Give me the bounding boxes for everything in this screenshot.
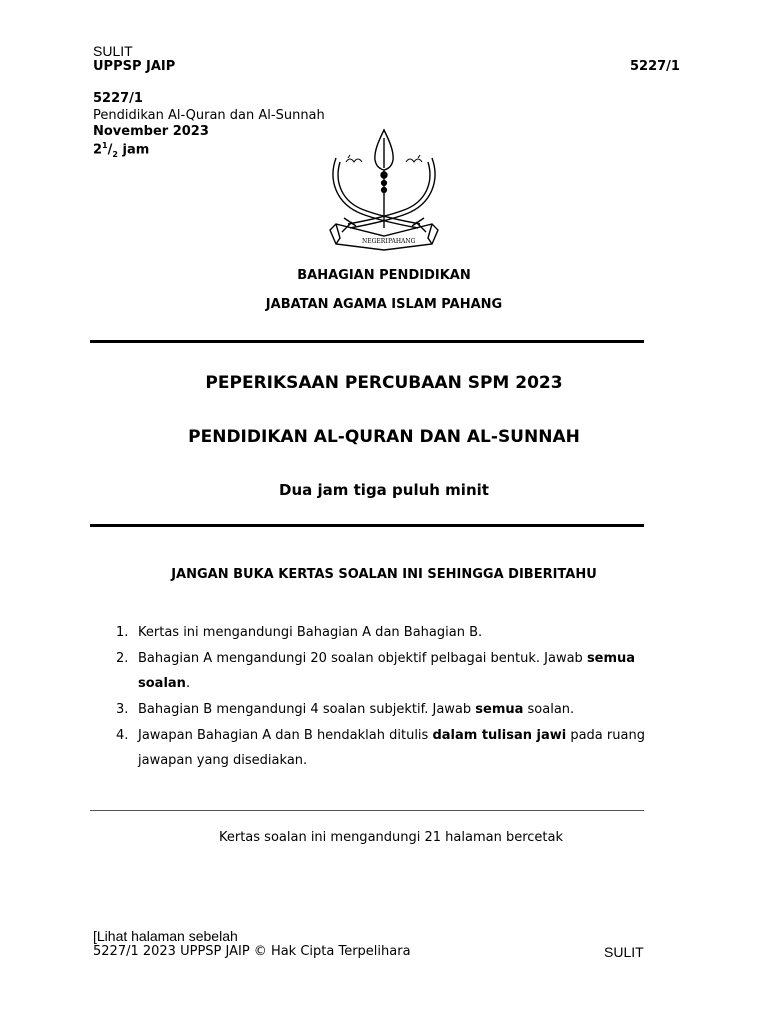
instruction-number: 4. bbox=[116, 728, 129, 743]
department-line-1: BAHAGIAN PENDIDIKAN bbox=[297, 268, 471, 283]
duration-whole: 2 bbox=[93, 142, 103, 158]
instruction-number: 2. bbox=[116, 651, 129, 666]
instruction-text-line-2: jawapan yang disediakan. bbox=[138, 753, 308, 768]
instruction-text: Bahagian A mengandungi 20 soalan objektif pelbagai bentuk. Jawab bbox=[138, 651, 587, 666]
warning-notice: JANGAN BUKA KERTAS SOALAN INI SEHINGGA DIBERITAHU bbox=[171, 567, 597, 582]
instruction-emphasis: dalam tulisan jawi bbox=[432, 728, 567, 743]
instruction-item bbox=[90, 697, 690, 722]
instruction-text: Kertas ini mengandungi Bahagian A dan Bahagian B. bbox=[138, 625, 483, 640]
sulit-top-label: SULIT bbox=[93, 43, 133, 59]
divider-middle bbox=[90, 524, 644, 527]
exam-subject: PENDIDIKAN AL-QURAN DAN AL-SUNNAH bbox=[188, 427, 580, 447]
next-page-note: [Lihat halaman sebelah bbox=[93, 928, 238, 944]
org-label: UPPSP JAIP bbox=[93, 59, 176, 74]
instruction-emphasis: semua bbox=[475, 702, 524, 717]
instruction-item bbox=[90, 646, 690, 696]
instruction-text-end: . bbox=[185, 676, 191, 691]
department-line-2: JABATAN AGAMA ISLAM PAHANG bbox=[265, 297, 503, 312]
instruction-text-end: soalan. bbox=[523, 702, 575, 717]
crest-ribbon-right: PAHANG bbox=[388, 238, 416, 245]
page-count-note: Kertas soalan ini mengandungi 21 halaman bercetak bbox=[218, 830, 564, 845]
duration-den: 2 bbox=[112, 149, 118, 159]
duration-num: 1 bbox=[102, 141, 108, 150]
instruction-emphasis: semua bbox=[586, 651, 636, 666]
exam-duration: Dua jam tiga puluh minit bbox=[279, 481, 489, 499]
sulit-bottom-label: SULIT bbox=[604, 944, 644, 960]
instruction-text: Bahagian B mengandungi 4 soalan subjektif. Jawab bbox=[138, 702, 476, 717]
instructions-list bbox=[90, 620, 690, 774]
exam-title: PEPERIKSAAN PERCUBAAN SPM 2023 bbox=[205, 373, 563, 393]
instruction-text-end: pada ruang bbox=[566, 728, 645, 743]
copyright-line: 5227/1 2023 UPPSP JAIP © Hak Cipta Terpelihara bbox=[93, 944, 411, 959]
paper-subject: Pendidikan Al-Quran dan Al-Sunnah bbox=[93, 108, 325, 123]
instruction-emphasis-2: soalan bbox=[138, 676, 186, 691]
duration-unit: jam bbox=[122, 142, 150, 158]
divider-top bbox=[90, 340, 644, 343]
code-right-label: 5227/1 bbox=[630, 59, 680, 74]
instruction-number: 3. bbox=[116, 702, 129, 717]
pahang-crest-icon bbox=[326, 128, 442, 254]
instruction-number: 1. bbox=[116, 625, 129, 640]
paper-session: November 2023 bbox=[93, 124, 209, 139]
instruction-item bbox=[90, 723, 690, 773]
divider-bottom bbox=[90, 810, 644, 811]
crest-ribbon-left: NEGERI bbox=[362, 238, 388, 245]
instruction-item bbox=[90, 620, 690, 645]
paper-code: 5227/1 bbox=[93, 91, 143, 106]
instruction-text: Jawapan Bahagian A dan B hendaklah ditulis bbox=[138, 728, 433, 743]
paper-duration: $2^1/_2$ jam bbox=[93, 141, 150, 159]
